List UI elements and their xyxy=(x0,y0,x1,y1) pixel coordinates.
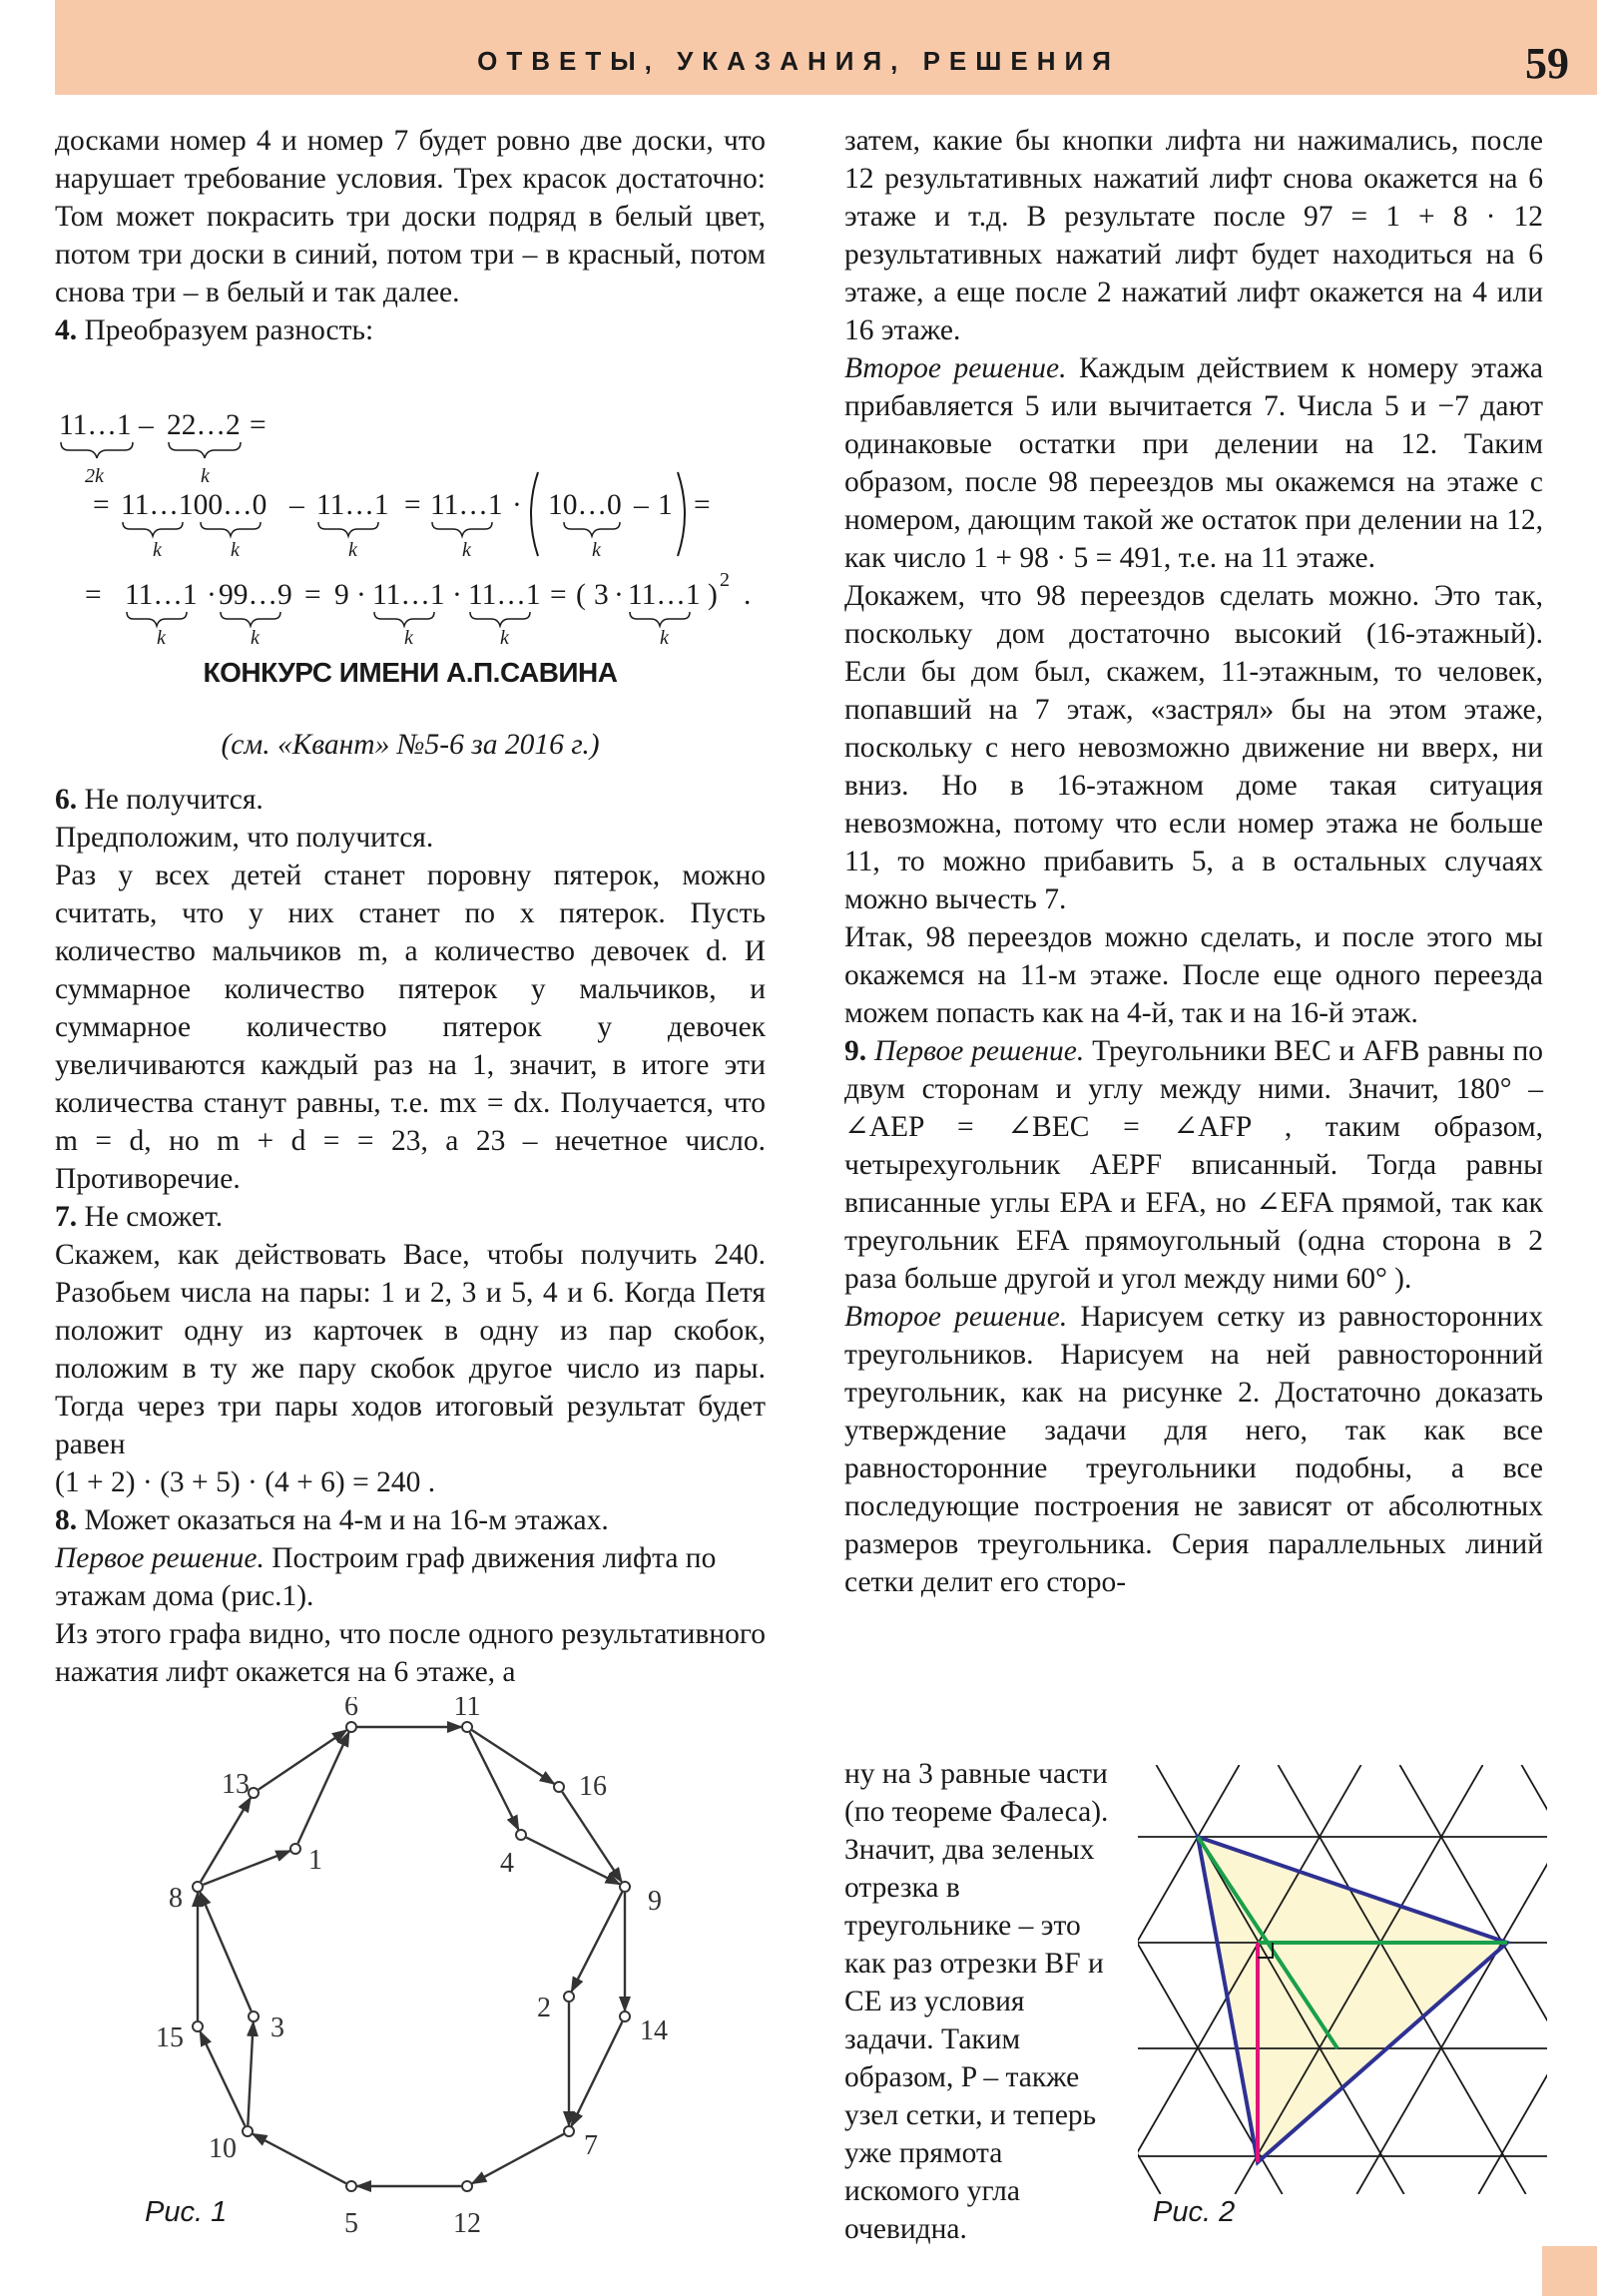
paragraph: Предположим, что получится. xyxy=(55,822,434,854)
graph-node xyxy=(620,1882,630,1892)
graph-edge xyxy=(200,1893,251,2011)
graph-node xyxy=(516,1830,526,1840)
problem-number: 7. xyxy=(55,1201,78,1233)
graph-edge xyxy=(572,2021,623,2125)
paragraph-text: Нарисуем сетку из равносторонних треугольников. Нарисуем на ней равносторонний треугольник, как на рисунке 2. Достаточно доказать утверждение задачи для него, так как все равносторонние треугольники подобны, а все последующие построения не зависят от абсолютных размеров треугольника. Серия параллельных линий сетки делит его сторо- xyxy=(844,1301,1544,1598)
svg-text:·: · xyxy=(614,579,624,611)
paragraph xyxy=(844,1298,1543,1601)
brace-label: k xyxy=(500,627,509,644)
paragraph-text: Каждым действием к номеру этажа прибавляется 5 или вычитается 7. Числа 5 и −7 дают одинаковые остатки при делении на 12. Таким образом, после 98 переездов мы окажемся на этаже с номером, дающим такой же остаток при делении на 12, как число xyxy=(844,352,1543,574)
formula-inline: 97 = 1 + 8 · 12 xyxy=(1303,201,1543,233)
formula-term: 3 xyxy=(594,579,609,611)
graph-node-label: 9 xyxy=(648,1886,662,1917)
graph-edge xyxy=(201,2031,246,2125)
svg-text:–: – xyxy=(634,489,649,521)
problem-number: 4. xyxy=(55,314,78,346)
paragraph-text: , т.е. на 11 этаже. xyxy=(1163,542,1376,574)
svg-text:=: = xyxy=(250,409,266,441)
graph-node xyxy=(249,1788,259,1798)
graph-node xyxy=(462,2181,472,2191)
graph-node-label: 7 xyxy=(584,2130,598,2161)
svg-text:=: = xyxy=(404,489,421,521)
paragraph: Итак, 98 переездов можно сделать, и после этого мы окажемся на 11-м этаже. После еще одного переезда можем попасть как на 4-й, так и на 16-й этаж. xyxy=(844,921,1543,1029)
formula-term: 11…100…0 xyxy=(121,489,267,521)
paragraph xyxy=(55,1539,766,1615)
graph-edge xyxy=(470,1732,519,1829)
svg-text:·: · xyxy=(512,489,522,521)
page-header xyxy=(55,0,1597,95)
formula-term: 9 xyxy=(334,579,349,611)
figure-1-elevator-graph xyxy=(130,1697,729,2256)
paragraph-text: Треугольники BEC и AFB равны по двум сторонам и углу между ними. Значит, 180° – ∠AEP = ∠BEC = ∠AFP , таким образом, четырехугольник AEPF вписанный. Тогда равны вписанные углы EPA и EFA, но ∠EFA прямой, так как треугольник EFA прямоугольный (одна сторона в 2 раза больше другой и угол между ними 60° ). xyxy=(844,1035,1543,1295)
brace-label: k xyxy=(251,627,260,644)
paragraph-text: результативных нажатий лифт будет находиться на 6 этаже, а еще после 2 нажатий лифт окажется на 4 или 16 этаже. xyxy=(844,239,1543,346)
formula-term: 22…2 xyxy=(167,409,241,441)
svg-text:·: · xyxy=(452,579,462,611)
graph-node-label: 15 xyxy=(156,2022,184,2053)
solution-label: Второе решение. xyxy=(844,1301,1068,1333)
svg-text:=: = xyxy=(304,579,321,611)
graph-node-label: 13 xyxy=(222,1769,250,1800)
formula-term: 11…1 xyxy=(628,579,701,611)
paragraph: Раз у всех детей станет поровну пятерок, можно считать, что у них станет по x пятерок. Пусть количество мальчиков m, а количество девочек d. И суммарное количество пятерок у мальчиков, и суммарное количество пятерок у девочек увеличиваются каждый раз на 1, значит, в итоге эти количества станут равны, т.е. mx = dx. Получается, что m = d, но m + d = = 23, а 23 – нечетное число. Противоречие. xyxy=(55,860,766,1195)
graph-edge xyxy=(472,2134,563,2183)
formula-term: 11…1 xyxy=(59,409,132,441)
section-reference: (см. «Квант» №5-6 за 2016 г.) xyxy=(221,729,600,761)
brace-label: 2k xyxy=(85,465,104,487)
svg-text:(: ( xyxy=(576,579,586,611)
formula-term: 11…1 xyxy=(316,489,389,521)
triangle-fill xyxy=(1198,1837,1507,2162)
svg-text:·: · xyxy=(356,579,366,611)
section-title: КОНКУРС ИМЕНИ А.П.САВИНА xyxy=(203,657,618,688)
graph-edge xyxy=(572,1892,623,1991)
graph-node xyxy=(193,2021,203,2031)
formula-term: 10…0 xyxy=(548,489,622,521)
problem-number: 8. xyxy=(55,1504,78,1536)
brace-label: k xyxy=(201,465,210,487)
solution-label: Первое решение. xyxy=(866,1035,1085,1067)
graph-node-label: 14 xyxy=(640,2015,668,2046)
svg-text:=: = xyxy=(93,489,110,521)
brace-label: k xyxy=(348,539,357,561)
paragraph-text: Преобразуем разность: xyxy=(77,314,374,346)
paragraph xyxy=(55,781,766,819)
svg-text:.: . xyxy=(744,579,752,611)
answer: Не получится. xyxy=(77,784,264,816)
graph-node xyxy=(564,2126,574,2136)
svg-text:=: = xyxy=(694,489,711,521)
formula-block xyxy=(55,394,766,644)
brace-label: k xyxy=(462,539,471,561)
figure-2-text: ну на 3 равные части (по теореме Фалеса). Значит, два зеленых отрезка в треугольнике – это как раз отрезки BF и CE из условия задачи. Таким образом, P – также узел сетки, и теперь уже прямота искомого угла очевидна. xyxy=(844,1758,1109,2245)
graph-node-label: 1 xyxy=(308,1845,322,1876)
graph-edge xyxy=(259,1730,346,1789)
paragraph xyxy=(844,1032,1543,1298)
paragraph: Докажем, что 98 переездов сделать можно. Это так, поскольку дом достаточно высокий (16-этажный). Если бы дом был, скажем, 11-этажным, то человек, попавший на 7 этаж, «застрял» бы на этом этаже, поскольку с него невозможно движение ни вверх, ни вниз. Но в 16-этажном доме такая ситуация невозможна, потому что если номер этажа не больше 11, то можно прибавить 5, а в остальных случаях можно вычесть 7. xyxy=(844,580,1543,915)
paragraph xyxy=(844,349,1543,577)
figure-2-triangle-grid xyxy=(1138,1765,1547,2194)
grid-line xyxy=(1521,1765,1547,2194)
right-column xyxy=(844,122,1543,1601)
graph-node-label: 10 xyxy=(209,2133,237,2164)
graph-edge xyxy=(253,2134,345,2183)
problem-number: 9. xyxy=(844,1035,867,1067)
paragraph-text: затем, какие бы кнопки лифта ни нажимались, после 12 результативных нажатий лифт снова окажется на 6 этаже и т.д. В результате после xyxy=(844,125,1543,233)
graph-edge xyxy=(562,1792,621,1882)
graph-node-label: 11 xyxy=(453,1697,481,1722)
paragraph xyxy=(844,122,1543,349)
figure-1-caption: Рис. 1 xyxy=(145,2196,228,2228)
graph-node xyxy=(564,1992,574,2002)
paragraph: Скажем, как действовать Васе, чтобы получить 240. Разобьем числа на пары: 1 и 2, 3 и 5, 4 и 6. Когда Петя положит одну из карточек в одну из пар скобок, положим в ту же пару скобок другое число из пары. Тогда через три пары ходов итоговый результат будет равен xyxy=(55,1239,766,1460)
brace-label: k xyxy=(660,627,669,644)
brace-label: k xyxy=(404,627,413,644)
paragraph: досками номер 4 и номер 7 будет ровно две доски, что нарушает требование условия. Трех красок достаточно: Том может покрасить три доски подряд в белый цвет, потом три доски в синий, потом три – в красный, потом снова три – в белый и так далее. xyxy=(55,125,766,308)
graph-edge xyxy=(526,1838,619,1885)
left-column xyxy=(55,122,766,349)
graph-node-label: 4 xyxy=(500,1848,514,1879)
graph-node xyxy=(249,2011,259,2021)
graph-node xyxy=(290,1844,300,1854)
figure-2-caption: Рис. 2 xyxy=(1153,2196,1236,2228)
formula-inline: (1 + 2) · (3 + 5) · (4 + 6) = 240 . xyxy=(55,1466,436,1498)
paragraph: Из этого графа видно, что после одного результативного нажатия лифт окажется на 6 этаже, а xyxy=(55,1618,766,1688)
svg-text:–: – xyxy=(139,409,154,441)
graph-node xyxy=(346,1722,356,1732)
problem-number: 6. xyxy=(55,784,78,816)
formula-term: 99…9 xyxy=(219,579,292,611)
formula-term: 11…1 xyxy=(468,579,541,611)
corner-tab xyxy=(1542,2246,1597,2296)
graph-node-label: 8 xyxy=(169,1883,183,1914)
svg-text:·: · xyxy=(207,579,217,611)
left-column-body xyxy=(55,781,766,1691)
brace-label: k xyxy=(153,539,162,561)
brace-label: k xyxy=(157,627,166,644)
solution-label: Первое решение. xyxy=(55,1542,265,1574)
formula-term: 1 xyxy=(658,489,673,521)
paragraph xyxy=(55,1501,766,1539)
graph-node xyxy=(620,2011,630,2021)
paragraph xyxy=(55,1198,766,1236)
brace-label: k xyxy=(231,539,240,561)
paragraph xyxy=(55,311,766,349)
graph-node xyxy=(554,1782,564,1792)
grid-line xyxy=(1138,1765,1161,2194)
answer: Может оказаться на 4-м и на 16-м этажах. xyxy=(77,1504,609,1536)
graph-node xyxy=(462,1722,472,1732)
graph-node-label: 3 xyxy=(270,2012,284,2043)
running-title: ОТВЕТЫ, УКАЗАНИЯ, РЕШЕНИЯ xyxy=(477,46,1120,76)
graph-node-label: 2 xyxy=(537,1993,551,2023)
solution-label: Второе решение. xyxy=(844,352,1067,384)
formula-term: 11…1 xyxy=(430,489,503,521)
formula-inline: 1 + 98 · 5 = 491 xyxy=(973,542,1164,574)
svg-text:–: – xyxy=(289,489,304,521)
graph-node-label: 6 xyxy=(344,1697,358,1722)
graph-node-label: 12 xyxy=(453,2208,481,2239)
svg-text:): ) xyxy=(708,579,718,611)
formula-term: 11…1 xyxy=(372,579,445,611)
graph-node xyxy=(346,2181,356,2191)
graph-node xyxy=(243,2126,253,2136)
graph-node-label: 16 xyxy=(579,1771,607,1802)
svg-text:=: = xyxy=(550,579,567,611)
answer: Не сможет. xyxy=(77,1201,224,1233)
page-number: 59 xyxy=(1525,39,1569,88)
graph-node-label: 5 xyxy=(344,2208,358,2239)
paragraph-text: Построим граф движения лифта по этажам дома (рис.1). xyxy=(55,1542,717,1612)
exponent: 2 xyxy=(720,569,730,591)
brace-label: k xyxy=(592,539,601,561)
svg-text:=: = xyxy=(85,579,102,611)
graph-edge xyxy=(472,1730,554,1783)
graph-node xyxy=(193,1882,203,1892)
formula-term: 11…1 xyxy=(125,579,198,611)
graph-edge xyxy=(298,1732,349,1843)
graph-edge xyxy=(248,2022,253,2125)
